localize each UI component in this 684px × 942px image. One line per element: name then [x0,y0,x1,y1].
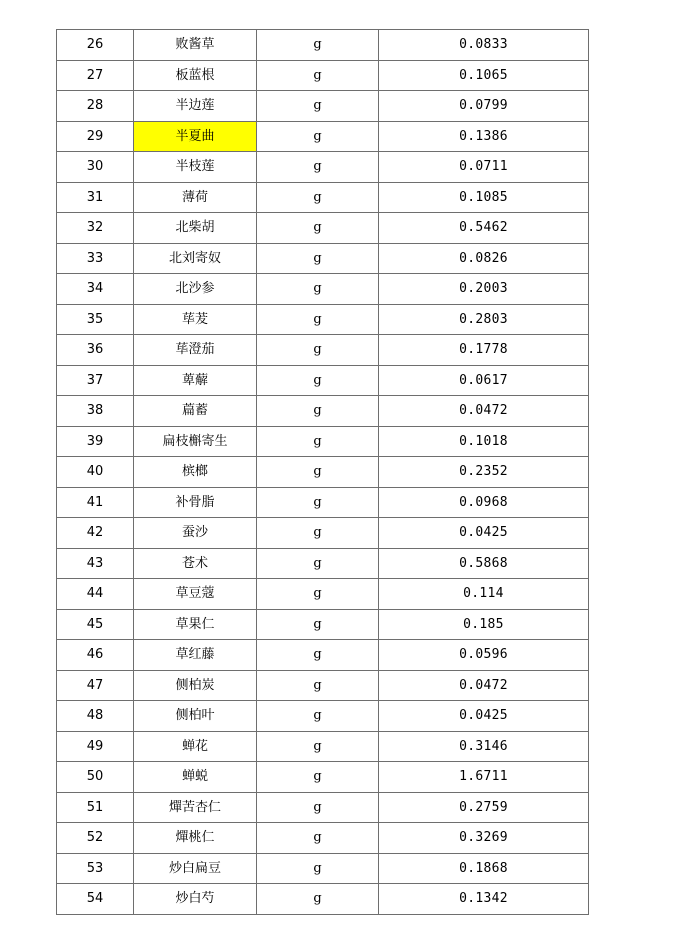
herb-name-cell: 草豆蔻 [134,579,257,610]
table-row [57,853,589,884]
value-cell: 0.2352 [379,457,589,488]
table-row [57,731,589,762]
value-cell: 0.3269 [379,823,589,854]
row-number-cell: 40 [57,457,134,488]
unit-cell: g [257,640,379,671]
herb-name-cell: 侧柏叶 [134,701,257,732]
herb-name-cell: 扁枝槲寄生 [134,426,257,457]
unit-cell: g [257,457,379,488]
value-cell: 0.2803 [379,304,589,335]
table-row [57,792,589,823]
herb-name-cell: 蚕沙 [134,518,257,549]
herb-name-cell: 萆薢 [134,365,257,396]
unit-cell: g [257,670,379,701]
unit-cell: g [257,548,379,579]
value-cell: 0.1085 [379,182,589,213]
unit-cell: g [257,243,379,274]
table-row [57,487,589,518]
row-number-cell: 45 [57,609,134,640]
row-number-cell: 31 [57,182,134,213]
row-number-cell: 46 [57,640,134,671]
unit-cell: g [257,30,379,61]
row-number-cell: 51 [57,792,134,823]
herb-name-cell: 蝉花 [134,731,257,762]
row-number-cell: 43 [57,548,134,579]
row-number-cell: 41 [57,487,134,518]
row-number-cell: 48 [57,701,134,732]
table-row [57,426,589,457]
value-cell: 0.114 [379,579,589,610]
unit-cell: g [257,701,379,732]
unit-cell: g [257,792,379,823]
value-cell: 0.0968 [379,487,589,518]
value-cell: 0.2759 [379,792,589,823]
herb-name-cell: 半夏曲 [134,121,257,152]
value-cell: 0.0826 [379,243,589,274]
table-row [57,579,589,610]
herb-name-cell: 北柴胡 [134,213,257,244]
table-row [57,213,589,244]
table-row [57,670,589,701]
unit-cell: g [257,60,379,91]
value-cell: 0.0833 [379,30,589,61]
unit-cell: g [257,304,379,335]
value-cell: 0.0472 [379,670,589,701]
table-row [57,182,589,213]
price-table [56,29,589,915]
row-number-cell: 47 [57,670,134,701]
herb-name-cell: 蝉蜕 [134,762,257,793]
value-cell: 0.2003 [379,274,589,305]
value-cell: 0.5868 [379,548,589,579]
table-row [57,884,589,915]
unit-cell: g [257,487,379,518]
row-number-cell: 50 [57,762,134,793]
unit-cell: g [257,426,379,457]
row-number-cell: 29 [57,121,134,152]
value-cell: 0.1778 [379,335,589,366]
table-row [57,60,589,91]
unit-cell: g [257,152,379,183]
table-row [57,152,589,183]
row-number-cell: 33 [57,243,134,274]
row-number-cell: 32 [57,213,134,244]
herb-name-cell: 补骨脂 [134,487,257,518]
herb-name-cell: 侧柏炭 [134,670,257,701]
value-cell: 0.0711 [379,152,589,183]
row-number-cell: 28 [57,91,134,122]
herb-name-cell: 北刘寄奴 [134,243,257,274]
herb-name-cell: 草红藤 [134,640,257,671]
row-number-cell: 34 [57,274,134,305]
row-number-cell: 27 [57,60,134,91]
table-body [57,30,589,915]
table-row [57,274,589,305]
unit-cell: g [257,853,379,884]
herb-name-cell: 败酱草 [134,30,257,61]
value-cell: 0.0425 [379,518,589,549]
unit-cell: g [257,396,379,427]
herb-name-cell: 北沙参 [134,274,257,305]
unit-cell: g [257,182,379,213]
value-cell: 0.1018 [379,426,589,457]
herb-name-cell: 半边莲 [134,91,257,122]
value-cell: 0.0617 [379,365,589,396]
table-row [57,91,589,122]
value-cell: 0.185 [379,609,589,640]
herb-name-cell: 燀桃仁 [134,823,257,854]
value-cell: 0.1386 [379,121,589,152]
value-cell: 1.6711 [379,762,589,793]
table-row [57,365,589,396]
table-row [57,335,589,366]
herb-name-cell: 槟榔 [134,457,257,488]
unit-cell: g [257,823,379,854]
unit-cell: g [257,609,379,640]
row-number-cell: 53 [57,853,134,884]
unit-cell: g [257,884,379,915]
herb-name-cell: 萹蓄 [134,396,257,427]
value-cell: 0.1342 [379,884,589,915]
row-number-cell: 30 [57,152,134,183]
table-row [57,304,589,335]
value-cell: 0.5462 [379,213,589,244]
row-number-cell: 26 [57,30,134,61]
unit-cell: g [257,762,379,793]
herb-name-cell: 半枝莲 [134,152,257,183]
herb-name-cell: 炒白扁豆 [134,853,257,884]
table-row [57,121,589,152]
value-cell: 0.0472 [379,396,589,427]
value-cell: 0.1065 [379,60,589,91]
table-row [57,396,589,427]
herb-name-cell: 薄荷 [134,182,257,213]
value-cell: 0.1868 [379,853,589,884]
herb-name-cell: 板蓝根 [134,60,257,91]
table-row [57,457,589,488]
table-row [57,823,589,854]
row-number-cell: 35 [57,304,134,335]
value-cell: 0.0596 [379,640,589,671]
table-row [57,609,589,640]
value-cell: 0.0425 [379,701,589,732]
row-number-cell: 49 [57,731,134,762]
table-row [57,30,589,61]
row-number-cell: 37 [57,365,134,396]
unit-cell: g [257,579,379,610]
unit-cell: g [257,91,379,122]
unit-cell: g [257,213,379,244]
unit-cell: g [257,731,379,762]
herb-name-cell: 荜澄茄 [134,335,257,366]
unit-cell: g [257,335,379,366]
unit-cell: g [257,518,379,549]
value-cell: 0.0799 [379,91,589,122]
table-row [57,518,589,549]
row-number-cell: 39 [57,426,134,457]
herb-name-cell: 苍术 [134,548,257,579]
table-row [57,548,589,579]
row-number-cell: 44 [57,579,134,610]
unit-cell: g [257,365,379,396]
table-row [57,640,589,671]
row-number-cell: 52 [57,823,134,854]
row-number-cell: 54 [57,884,134,915]
row-number-cell: 38 [57,396,134,427]
value-cell: 0.3146 [379,731,589,762]
table-row [57,762,589,793]
row-number-cell: 36 [57,335,134,366]
herb-name-cell: 炒白芍 [134,884,257,915]
table-row [57,701,589,732]
herb-name-cell: 燀苦杏仁 [134,792,257,823]
herb-name-cell: 荜茇 [134,304,257,335]
unit-cell: g [257,121,379,152]
herb-name-cell: 草果仁 [134,609,257,640]
table-row [57,243,589,274]
unit-cell: g [257,274,379,305]
row-number-cell: 42 [57,518,134,549]
